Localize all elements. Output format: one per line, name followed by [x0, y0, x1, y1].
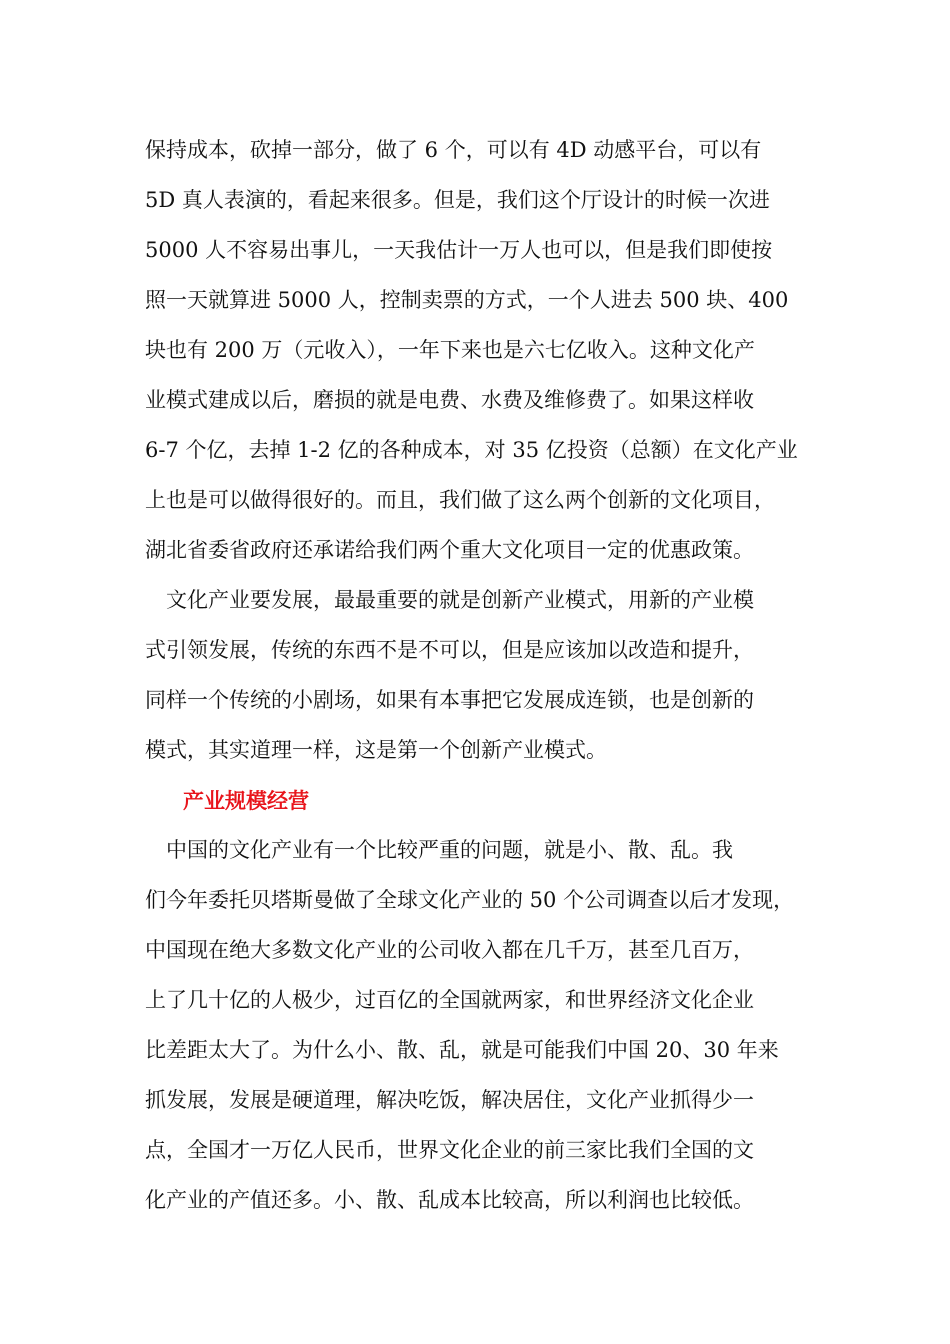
- paragraph-line: 6-7 个亿，去掉 1-2 亿的各种成本，对 35 亿投资（总额）在文化产业: [145, 438, 798, 462]
- paragraph-3: [145, 825, 825, 1225]
- paragraph-line: 同样一个传统的小剧场，如果有本事把它发展成连锁，也是创新的: [145, 688, 754, 712]
- paragraph-line: 点，全国才一万亿人民币，世界文化企业的前三家比我们全国的文: [145, 1138, 754, 1162]
- paragraph-line: 中国现在绝大多数文化产业的公司收入都在几千万，甚至几百万，: [145, 938, 754, 962]
- paragraph-line: 上了几十亿的人极少，过百亿的全国就两家，和世界经济文化企业: [145, 988, 754, 1012]
- paragraph-line: 模式，其实道理一样，这是第一个创新产业模式。: [145, 738, 607, 762]
- paragraph-line: 文化产业要发展，最最重要的就是创新产业模式，用新的产业模: [145, 588, 754, 612]
- paragraph-line: 块也有 200 万（元收入），一年下来也是六七亿收入。这种文化产: [145, 338, 755, 362]
- paragraph-line: 比差距太大了。为什么小、散、乱，就是可能我们中国 20、30 年来: [145, 1038, 779, 1062]
- paragraph-line: 上也是可以做得很好的。而且，我们做了这么两个创新的文化项目，: [145, 488, 775, 512]
- paragraph-line: 抓发展，发展是硬道理，解决吃饭，解决居住，文化产业抓得少一: [145, 1088, 754, 1112]
- section-heading: 产业规模经营: [183, 789, 309, 813]
- paragraph-line: 化产业的产值还多。小、散、乱成本比较高，所以利润也比较低。: [145, 1188, 754, 1212]
- paragraph-line: 5D 真人表演的，看起来很多。但是，我们这个厅设计的时候一次进: [145, 188, 770, 212]
- paragraph-line: 式引领发展，传统的东西不是不可以，但是应该加以改造和提升，: [145, 638, 754, 662]
- paragraph-line: 照一天就算进 5000 人，控制卖票的方式，一个人进去 500 块、400: [145, 288, 789, 312]
- paragraph-line: 们今年委托贝塔斯曼做了全球文化产业的 50 个公司调查以后才发现，: [145, 888, 795, 912]
- paragraph-1: [145, 125, 825, 575]
- paragraph-line: 5000 人不容易出事儿，一天我估计一万人也可以，但是我们即使按: [145, 238, 773, 262]
- paragraph-line: 中国的文化产业有一个比较严重的问题，就是小、散、乱。我: [145, 838, 733, 862]
- paragraph-2: [145, 575, 825, 775]
- paragraph-line: 业模式建成以后，磨损的就是电费、水费及维修费了。如果这样收: [145, 388, 754, 412]
- paragraph-line: 湖北省委省政府还承诺给我们两个重大文化项目一定的优惠政策。: [145, 538, 754, 562]
- paragraph-line: 保持成本，砍掉一部分，做了 6 个，可以有 4D 动感平台，可以有: [145, 138, 762, 162]
